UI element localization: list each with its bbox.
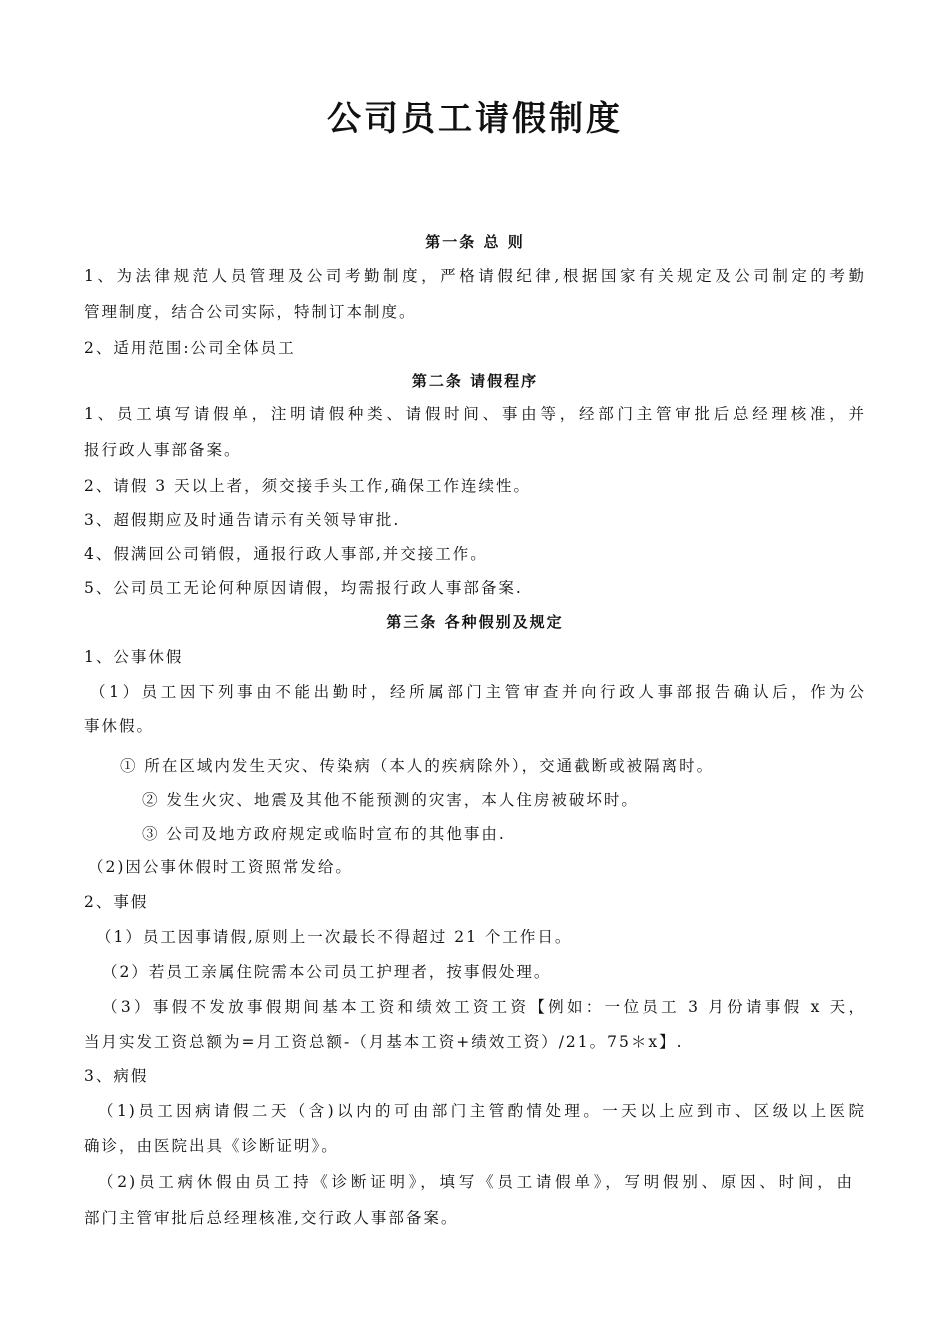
section-heading: 第三条 各种假别及规定 [386, 613, 564, 631]
paragraph-line: （1)员工因病请假二天（含)以内的可由部门主管酌情处理。一天以上应到市、区级以上医院 [98, 1102, 866, 1120]
document-title: 公司员工请假制度 [327, 99, 623, 139]
paragraph-line: 1、为法律规范人员管理及公司考勤制度，严格请假纪律,根据国家有关规定及公司制定的考勤 [84, 267, 866, 285]
paragraph-line: 确诊，由医院出具《诊断证明》。 [84, 1137, 339, 1155]
paragraph-line: （3）事假不发放事假期间基本工资和绩效工资工资【例如：一位员工 3 月份请事假 x 天， [102, 998, 866, 1016]
paragraph-line: 4、假满回公司销假，通报行政人事部,并交接工作。 [84, 545, 488, 563]
paragraph-line: 5、公司员工无论何种原因请假，均需报行政人事部备案. [84, 579, 523, 597]
paragraph-line: 当月实发工资总额为=月工资总额-（月基本工资+绩效工资）/21。75＊x】. [84, 1033, 684, 1051]
paragraph-line: 1、员工填写请假单，注明请假种类、请假时间、事由等，经部门主管审批后总经理核准，并 [84, 405, 866, 423]
paragraph-line: 部门主管审批后总经理核准,交行政人事部备案。 [84, 1209, 459, 1227]
paragraph-line: （2）若员工亲属住院需本公司员工护理者，按事假处理。 [102, 963, 552, 981]
paragraph-line: 管理制度，结合公司实际，特制订本制度。 [84, 303, 417, 321]
paragraph-line: （1）员工因下列事由不能出勤时，经所属部门主管审查并向行政人事部报告确认后，作为公 [90, 683, 866, 701]
paragraph-line: 3、病假 [84, 1067, 149, 1085]
paragraph-line: 事休假。 [84, 717, 155, 735]
paragraph-line: 2、适用范围:公司全体员工 [84, 339, 296, 357]
section-heading: 第一条 总 则 [425, 233, 525, 251]
list-item: ② 发生火灾、地震及其他不能预测的灾害，本人住房被破坏时。 [142, 791, 639, 809]
paragraph-line: （2)因公事休假时工资照常发给。 [88, 858, 353, 876]
section-heading: 第二条 请假程序 [411, 372, 539, 390]
list-item: ① 所在区域内发生天灾、传染病（本人的疾病除外），交通截断或被隔离时。 [120, 757, 715, 775]
paragraph-line: （2)员工病休假由员工持《诊断证明》，填写《员工请假单》，写明假别、原因、时间，由 [98, 1173, 854, 1191]
paragraph-line: 2、请假 3 天以上者，须交接手头工作,确保工作连续性。 [84, 477, 532, 495]
paragraph-line: 1、公事休假 [84, 648, 184, 666]
paragraph-line: （1）员工因事请假,原则上一次最长不得超过 21 个工作日。 [96, 928, 573, 946]
list-item: ③ 公司及地方政府规定或临时宣布的其他事由. [142, 825, 506, 843]
paragraph-line: 3、超假期应及时通告请示有关领导审批. [84, 511, 401, 529]
paragraph-line: 报行政人事部备案。 [84, 441, 242, 459]
paragraph-line: 2、事假 [84, 893, 149, 911]
